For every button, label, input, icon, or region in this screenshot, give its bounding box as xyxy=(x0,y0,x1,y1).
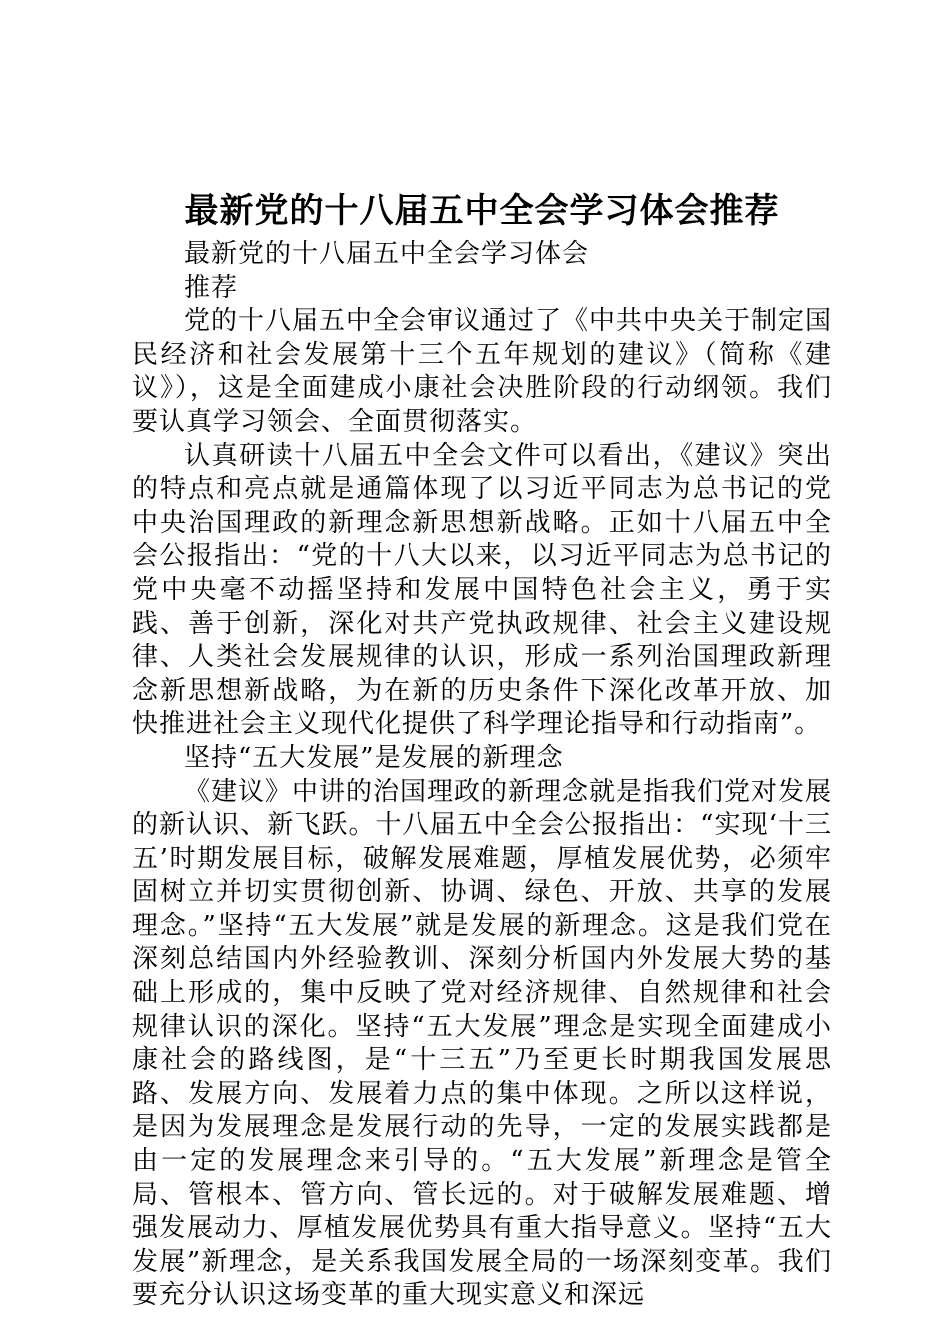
paragraph-intro: 党的十八届五中全会审议通过了《中共中央关于制定国民经济和社会发展第十三个五年规划的建议》（简称《建议》），这是全面建成小康社会决胜阶段的行动纲领。我们要认真学习领会、全面贯彻落实。 xyxy=(132,306,833,437)
paragraph-five-developments: 《建议》中讲的治国理政的新理念就是指我们党对发展的新认识、新飞跃。十八届五中全会公报指出：“实现‘十三五’时期发展目标，破解发展难题，厚植发展优势，必须牢固树立并切实贯彻创新、协调、绿色、开放、共享的发展理念。”坚持“五大发展”就是发展的新理念。这是我们党在深刻总结国内外经验教训、深刻分析国内外发展大势的基础上形成的，集中反映了党对经济规律、自然规律和社会规律认识的深化。坚持“五大发展”理念是实现全面建成小康社会的路线图，是“十三五”乃至更长时期我国发展思路、发展方向、发展着力点的集中体现。之所以这样说，是因为发展理念是发展行动的先导，一定的发展实践都是由一定的发展理念来引导的。“五大发展”新理念是管全局、管根本、管方向、管长远的。对于破解发展难题、增强发展动力、厚植发展优势具有重大指导意义。坚持“五大发展”新理念，是关系我国发展全局的一场深刻变革。我们要充分认识这场变革的重大现实意义和深远 xyxy=(132,776,833,1311)
document-body xyxy=(132,238,832,1313)
subtitle-line-2: 推荐 xyxy=(184,272,239,303)
section-heading: 坚持“五大发展”是发展的新理念 xyxy=(184,742,564,773)
document-title: 最新党的十八届五中全会学习体会推荐 xyxy=(184,191,780,231)
document-page xyxy=(132,186,832,1313)
paragraph-study: 认真研读十八届五中全会文件可以看出，《建议》突出的特点和亮点就是通篇体现了以习近平同志为总书记的党中央治国理政的新理念新思想新战略。正如十八届五中全会公报指出：“党的十八大以来，以习近平同志为总书记的党中央毫不动摇坚持和发展中国特色社会主义，勇于实践、善于创新，深化对共产党执政规律、社会主义建设规律、人类社会发展规律的认识，形成一系列治国理政新理念新思想新战略，为在新的历史条件下深化改革开放、加快推进社会主义现代化提供了科学理论指导和行动指南”。 xyxy=(132,440,832,740)
subtitle-line-1: 最新党的十八届五中全会学习体会 xyxy=(184,239,590,269)
